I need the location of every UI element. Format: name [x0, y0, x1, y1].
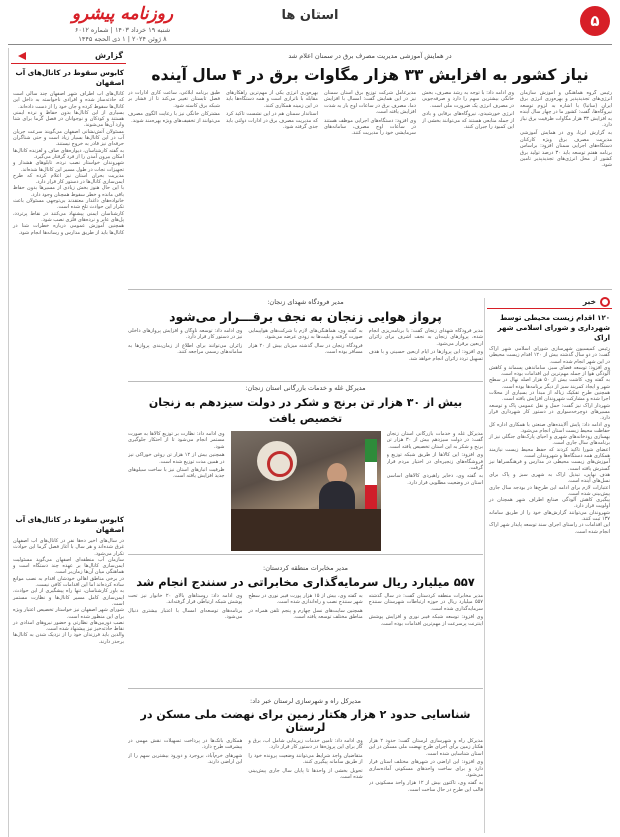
news-paragraph: شهروندان می‌توانند گزارش‌های خود را از طریق سامانه ۱۳۷ ثبت کنند. — [489, 509, 610, 523]
news-paragraph: به گفته وی، کاشت بیش از ۵۰ هزار اصله نهال در سطح شهر و ایجاد کمربند سبز از دیگر برنامه‌ها بوده است. — [489, 377, 610, 390]
news-paragraph: این اقدامات در راستای اجرای سند توسعه پایدار شهر اراک انجام شده است. — [489, 522, 610, 535]
lead-paragraph: وی افزود: دستگاه‌های اجرایی موظف هستند در ساعات اوج مصرف، سامانه‌های سرمایشی خود را مدیریت کنند. — [324, 117, 416, 137]
story3-kicker: مدیرکل غله و خدمات بازرگانی استان زنجان: — [245, 384, 366, 392]
lead-paragraph: رئیس گروه هماهنگی و آموزش سازمان انرژی‌های تجدیدپذیر و بهره‌وری انرژی برق ایران (ساتبا) با اشاره به لزوم توسعه نیروگاه‌ها، گفت: کشور ما در چهار سال آینده به افزایش ۳۳ هزار مگاوات ظرفیت برق نیاز دارد. — [520, 90, 612, 129]
news-paragraph: بهسازی رودخانه‌های شهری و احیای پارک‌های جنگلی نیز از برنامه‌های سال جاری است. — [489, 434, 610, 447]
report-paragraph: کارشناسان ایمنی پیشنهاد می‌کنند در نقاط پرتردد، پل‌های عابر و نرده‌های فلزی نصب شود. — [13, 210, 124, 223]
story2-kicker: مدیر فرودگاه شهدای زنجان: — [267, 298, 344, 306]
report-paragraph: شهروندان خواستار نصب نرده، تابلوهای هشدار و تجهیزات نجات در طول مسیر این کانال‌ها شده‌اند. — [13, 160, 124, 173]
section-divider — [128, 688, 483, 689]
section-divider — [128, 381, 483, 382]
report-paragraph: شورای شهر اصفهان نیز خواستار تخصیص اعتبار ویژه برای این منظور شده است. — [13, 607, 124, 620]
text-column — [369, 328, 483, 378]
report-paragraph: به گفته کارشناسان، دیواره‌های صاف و لغزنده کانال‌ها امکان بیرون آمدن را از فرد گرفتار می‌گیرد. — [13, 147, 124, 160]
story5-paragraph: مدیرکل راه و شهرسازی لرستان گفت: حدود ۲ هزار هکتار زمین برای اجرای طرح نهضت ملی مسکن در این استان شناسایی شده است. — [368, 738, 483, 757]
story5-paragraph: به گفته وی، تاکنون بیش از ۱۲ هزار واحد مسکونی در قالب این طرح در حال ساخت است. — [368, 780, 483, 793]
text-column — [128, 328, 242, 378]
story5-paragraph: شهرهای خرم‌آباد، بروجرد و دورود بیشترین سهم را از این اراضی دارند. — [128, 752, 243, 766]
story5-paragraph: متقاضیان واجد شرایط می‌توانند وضعیت پرونده خود را از طریق سامانه پیگیری کنند. — [248, 752, 363, 766]
news-paragraph: پیگیری کاهش آلودگی صنایع اطراف شهر همچنان در اولویت قرار دارد. — [489, 497, 610, 510]
arrow-flag-icon — [14, 50, 26, 62]
report-paragraph: در برخی مناطق اهالی خودشان اقدام به نصب موانع ساده کرده‌اند اما این اقدامات کافی نیست. — [13, 575, 124, 589]
story3-content — [128, 431, 483, 551]
issue-info — [40, 26, 205, 44]
report-paragraph: خانواده‌های داغدار معتقدند بی‌توجهی مسئولان باعث تکرار این حوادث تلخ شده است. — [13, 198, 124, 211]
report-headline: کابوس سقوط در کانال‌های آب اصفهان — [15, 68, 124, 87]
column-divider — [484, 298, 485, 833]
flag-graphic — [365, 439, 377, 509]
report-paragraph: والدین باید فرزندان خود را از نزدیک شدن به کانال‌ها برحذر دارند. — [13, 632, 124, 645]
text-column — [387, 431, 484, 551]
text-column — [369, 738, 483, 837]
story2-headline: پرواز هوایی زنجان به نجف برقـــرار می‌شود — [169, 309, 442, 324]
news-paragraph: رئیس کمیسیون شهرسازی شورای اسلامی شهر اراک گفت: در دو سال گذشته بیش از ۱۲۰ اقدام زیست محیطی در این شهر انجام شده است. — [489, 346, 610, 365]
story-lorestan-housing — [128, 697, 483, 835]
story4-paragraph: وی ادامه داد: روستاهای بالای ۲۰ خانوار نیز تحت پوشش شبکه ارتباطی قرار گرفته‌اند. — [128, 593, 243, 606]
story4-headline: ۵۵۷ میلیارد ریال سرمایه‌گذاری مخابراتی در سنندج انجام شد — [136, 575, 475, 589]
text-column — [128, 90, 220, 285]
report-sidebar — [8, 48, 126, 837]
lead-paragraph: مشترکان خانگی نیز با رعایت الگوی مصرف می‌توانند از تخفیف‌های ویژه بهره‌مند شوند. — [128, 111, 220, 124]
story5-kicker: مدیرکل راه و شهرسازی لرستان خبر داد: — [250, 697, 361, 705]
story5-paragraph: وی افزود: این اراضی در شهرهای مختلف استان قرار دارد و برای ساخت واحدهای مسکونی آماده‌سازی می‌شود. — [368, 759, 483, 779]
story3-paragraph: ظرفیت انبارهای استان نیز با ساخت سیلوهای جدید افزایش یافته است. — [128, 467, 225, 480]
news-paragraph: وی ادامه داد: پایش آلاینده‌های صنعتی با همکاری اداره کل حفاظت محیط زیست استان انجام می‌شود. — [489, 421, 610, 434]
report-paragraph: سازمان آب منطقه‌ای اصفهان می‌گوید مسئولیت ایمن‌سازی کانال‌ها بر عهده چند دستگاه است و هماهنگی میان آن‌ها زمان‌بر است. — [13, 556, 124, 576]
report-body — [11, 91, 126, 511]
story-rice-sugar — [128, 384, 483, 562]
section-title: استان ها — [281, 8, 339, 23]
text-column — [369, 593, 483, 685]
story5-body — [128, 738, 483, 837]
text-column — [324, 90, 416, 285]
official-photo — [231, 431, 381, 551]
desk — [231, 509, 381, 551]
report-label-bar — [11, 48, 126, 64]
text-column — [128, 593, 242, 685]
text-column — [248, 593, 362, 685]
story5-paragraph: همکاری بانک‌ها در پرداخت تسهیلات نقش مهمی در پیشرفت طرح دارد. — [128, 738, 243, 751]
header-divider — [8, 44, 612, 45]
news-paragraph: اعتبارات لازم برای ادامه این طرح‌ها در بودجه سال جاری پیش‌بینی شده است. — [489, 484, 610, 497]
text-column — [422, 90, 514, 285]
report-paragraph: همچنین آموزش عمومی درباره خطرات شنا در کانال‌ها باید از طریق مدارس و رسانه‌ها انجام شود. — [13, 223, 124, 236]
story2-paragraph: به گفته وی، هماهنگی‌های لازم با شرکت‌های هواپیمایی صورت گرفته و بلیت‌ها به زودی عرضه می‌شود. — [248, 328, 363, 341]
story4-paragraph: برنامه‌های توسعه‌ای امسال با اعتبار بیشتری دنبال می‌شود. — [128, 607, 243, 621]
news-paragraph: هدف نهایی، تبدیل اراک به شهری سبز و پاک برای نسل‌های آینده است. — [489, 471, 610, 485]
story-zanjan-flight — [128, 298, 483, 380]
news-paragraph: شهردار اراک نیز گفت: حمل و نقل عمومی پاک و توسعه مسیرهای دوچرخه‌سواری در دستور کار شهرداری قرار دارد. — [489, 402, 610, 422]
news-paragraph: وی افزود: توسعه فضای سبز، ساماندهی پسماند و کاهش آلودگی هوا از جمله مهم‌ترین این اقدامات بوده است. — [489, 364, 610, 378]
report-paragraph: به باور کارشناسان، تنها راه پیشگیری از این حوادث، ایمن‌سازی کامل مسیر کانال‌ها و نظارت مستمر است. — [13, 588, 124, 607]
story2-paragraph: زائران می‌توانند برای اطلاع از زمان‌بندی پروازها به سامانه‌های رسمی مراجعه کنند. — [128, 342, 243, 356]
news-label: خبر — [582, 297, 596, 306]
report-paragraph: کانال‌های آب اطراف شهر اصفهان چند سالی است که حادثه‌ساز شده و افرادی ناخواسته به داخل این کانال‌ها سقوط کرده و جان خود را از دست داده‌اند. — [13, 91, 124, 110]
report-paragraph: بسیاری از این کانال‌ها بدون حفاظ و نرده ایمنی هستند و کودکان و نوجوانان در فصل گرما برای شنا وارد آن‌ها می‌شوند. — [13, 109, 124, 129]
lead-paragraph: طبق برنامه ابلاغی، ساعت کاری ادارات در فصل تابستان تغییر می‌کند تا از فشار بر شبکه برق کاسته شود. — [128, 90, 220, 109]
story3-paragraph: وی افزود: این کالاها از طریق شبکه توزیع و فروشگاه‌های زنجیره‌ای در اختیار مردم قرار گرفت. — [386, 452, 483, 472]
text-column — [128, 738, 242, 837]
text-column — [248, 738, 362, 837]
news-label-bar — [487, 295, 612, 309]
story2-paragraph: وی ادامه داد: توسعه ناوگان و افزایش پروازهای داخلی نیز در دستور کار قرار دارد. — [128, 328, 243, 341]
story2-paragraph: وی افزود: این پروازها در ایام اربعین حسینی و با هدف تسهیل تردد زائران انجام خواهد شد. — [368, 349, 483, 362]
story4-kicker: مدیر مخابرات منطقه کردستان: — [263, 564, 348, 572]
masthead — [40, 2, 205, 46]
section-divider — [128, 554, 483, 555]
story4-paragraph: وی افزود: توسعه شبکه فیبر نوری و افزایش پوشش اینترنت پرسرعت از مهم‌ترین اقدامات بوده است. — [368, 614, 483, 627]
report-body-2 — [11, 538, 126, 837]
story3-paragraph: مدیرکل غله و خدمات بازرگانی استان زنجان گفت: در دولت سیزدهم بیش از ۳۰ هزار تن برنج و شکر به این استان تخصیص یافته است. — [386, 431, 483, 450]
page-header — [0, 0, 620, 46]
report-subheadline: کابوس سقوط در کانال‌های آب اصفهان — [15, 515, 124, 534]
news-paragraph: همچنین طرح تفکیک زباله از مبدأ در بسیاری از محلات اجرا شده و مشارکت شهروندان افزایش یافته است. — [489, 390, 610, 403]
circle-bullet-icon — [600, 297, 610, 307]
news-paragraph: اعضای شورا تاکید کردند که حفظ محیط زیست نیازمند همکاری همه دستگاه‌ها و شهروندان است. — [489, 446, 610, 460]
lead-paragraph: وی ادامه داد: با توجه به رشد مصرف، بخش خانگی بیشترین سهم را دارد و صرفه‌جویی در مصرف انرژی یک ضرورت ملی است. — [422, 90, 514, 109]
text-column — [128, 431, 225, 551]
story5-paragraph: وی ادامه داد: تامین خدمات زیربنایی شامل آب، برق و گاز برای این پروژه‌ها در دستور کار قرار دارد. — [248, 738, 363, 751]
story2-paragraph: فرودگاه زنجان در سال گذشته میزبان بیش از ۲۰ هزار مسافر بوده است. — [248, 342, 363, 356]
story3-paragraph: همچنین بیش از ۱۲ هزار تن روغن خوراکی نیز در همین مدت توزیع شده است. — [128, 452, 225, 465]
news-body — [487, 346, 612, 836]
organization-logo — [257, 441, 297, 481]
text-column — [248, 328, 362, 378]
text-column — [226, 90, 318, 285]
story-telecom — [128, 564, 483, 694]
story3-headline: بیش از ۳۰ هزار تن برنج و شکر در دولت سیزدهم به زنجان تخصیص یافت — [148, 396, 463, 425]
story2-body — [128, 328, 483, 378]
report-paragraph: مدیریت بحران استان نیز اعلام کرده که طرح ایمن‌سازی کانال‌ها در دستور کار قرار دارد. — [13, 172, 124, 186]
story4-paragraph: به گفته وی، بیش از ۱۵ هزار پورت فیبر نوری در سطح شهر سنندج نصب و راه‌اندازی شده است. — [248, 593, 363, 606]
story5-headline: شناسایی حدود ۲ هزار هکتار زمین برای نهضت ملی مسکن در لرستان — [140, 708, 471, 734]
story5-paragraph: تحویل بخشی از واحدها تا پایان سال جاری پیش‌بینی شده است. — [248, 767, 363, 781]
report-paragraph: مسئولان آتش‌نشانی اصفهان می‌گویند سرعت جریان آب در این کانال‌ها بسیار زیاد است و حتی شناگران حرفه‌ای نیز قادر به خروج نیستند. — [13, 128, 124, 148]
lead-paragraph: استاندار سمنان هم در این نشست تاکید کرد که مدیریت مصرف برق در ادارات دولتی باید جدی گرفته شود. — [226, 111, 318, 131]
news-column — [487, 295, 612, 837]
story4-body — [128, 593, 483, 685]
lead-headline: نیاز کشور به افزایش ۳۳ هزار مگاوات برق در ۴ سال آینده — [151, 66, 589, 84]
story3-paragraph: وی ادامه داد: نظارت بر توزیع کالاها به صورت مستمر انجام می‌شود تا از احتکار جلوگیری شود. — [128, 431, 225, 450]
lead-paragraph: انرژی خورشیدی، نیروگاه‌های برقابی و بادی از جمله منابعی هستند که می‌توانند بخشی از این کمبود را جبران کنند. — [422, 111, 514, 131]
text-column — [520, 90, 612, 285]
page-number: ۵ — [580, 6, 610, 36]
report-paragraph: با این حال هنوز بخش زیادی از مسیرها بدون حفاظ باقی مانده و خطر سقوط همچنان وجود دارد. — [13, 185, 124, 198]
issue-line-2: ۸ ژوئن ۲۰۲۴ | ۱ ذی الحجه ۱۴۴۵ — [78, 35, 167, 43]
lead-body — [128, 90, 612, 285]
report-paragraph: در سال‌های اخیر ده‌ها نفر در کانال‌های آب اصفهان غرق شده‌اند و هر سال با آغاز فصل گرما این حوادث تکرار می‌شود. — [13, 538, 124, 557]
newspaper-logo: روزنامه پیشرو — [71, 4, 174, 24]
story4-paragraph: مدیر مخابرات منطقه کردستان گفت: در سال گذشته ۵۵۷ میلیارد ریال در حوزه ارتباطات شهرستان سنندج سرمایه‌گذاری شده است. — [368, 593, 483, 612]
section-divider — [128, 289, 612, 290]
report-label: گزارش — [94, 51, 123, 60]
issue-line-1: شنبه ۱۹ خرداد ۱۴۰۳ | شماره ۶۰۱۲ — [74, 26, 171, 34]
news-headline: ۱۲۰ اقدام زیست محیطی توسط شهرداری و شورای اسلامی شهر اراک — [497, 314, 610, 342]
report-paragraph: نصب دوربین‌های نظارتی و حضور نیروهای امدادی در نقاط حادثه‌خیز نیز پیشنهاد شده است. — [13, 619, 124, 633]
story4-paragraph: همچنین سایت‌های نسل چهارم و پنجم تلفن همراه در مناطق مختلف توسعه یافته است. — [248, 607, 363, 621]
lead-kicker: در همایش آموزشی مدیریت مصرف برق در سمنان اعلام شد — [288, 52, 452, 60]
story3-paragraph: به گفته وی، ذخایر راهبردی کالاهای اساسی استان در وضعیت مطلوبی قرار دارد. — [386, 473, 483, 486]
news-paragraph: آموزش‌های زیست محیطی در مدارس و فرهنگسراها نیز گسترش یافته است. — [489, 459, 610, 472]
lead-story — [128, 50, 612, 295]
lead-paragraph: مدیرعامل شرکت توزیع برق استان سمنان نیز در این همایش گفت: امسال با افزایش دما، مصرف برق در ساعات اوج بار به شدت افزایش یافته است. — [324, 90, 416, 116]
story2-paragraph: مدیر فرودگاه شهدای زنجان گفت: با برنامه‌ریزی انجام شده، پروازهای زنجان به نجف اشرف برای زائران اربعین برقرار می‌شود. — [368, 328, 483, 347]
lead-paragraph: بهره‌وری انرژی یکی از مهم‌ترین راهکارهای مقابله با ناترازی است و همه دستگاه‌ها باید در این زمینه همکاری کنند. — [226, 90, 318, 109]
lead-paragraph: به گزارش ایرنا، وی در همایش آموزشی مدیریت مصرف برق ویژه کارکنان دستگاه‌های اجرایی سمنان افزود: براساس برنامه هفتم توسعه باید ۳۰ درصد تولید برق کشور از محل انرژی‌های تجدیدپذیر تامین شود. — [520, 130, 612, 169]
